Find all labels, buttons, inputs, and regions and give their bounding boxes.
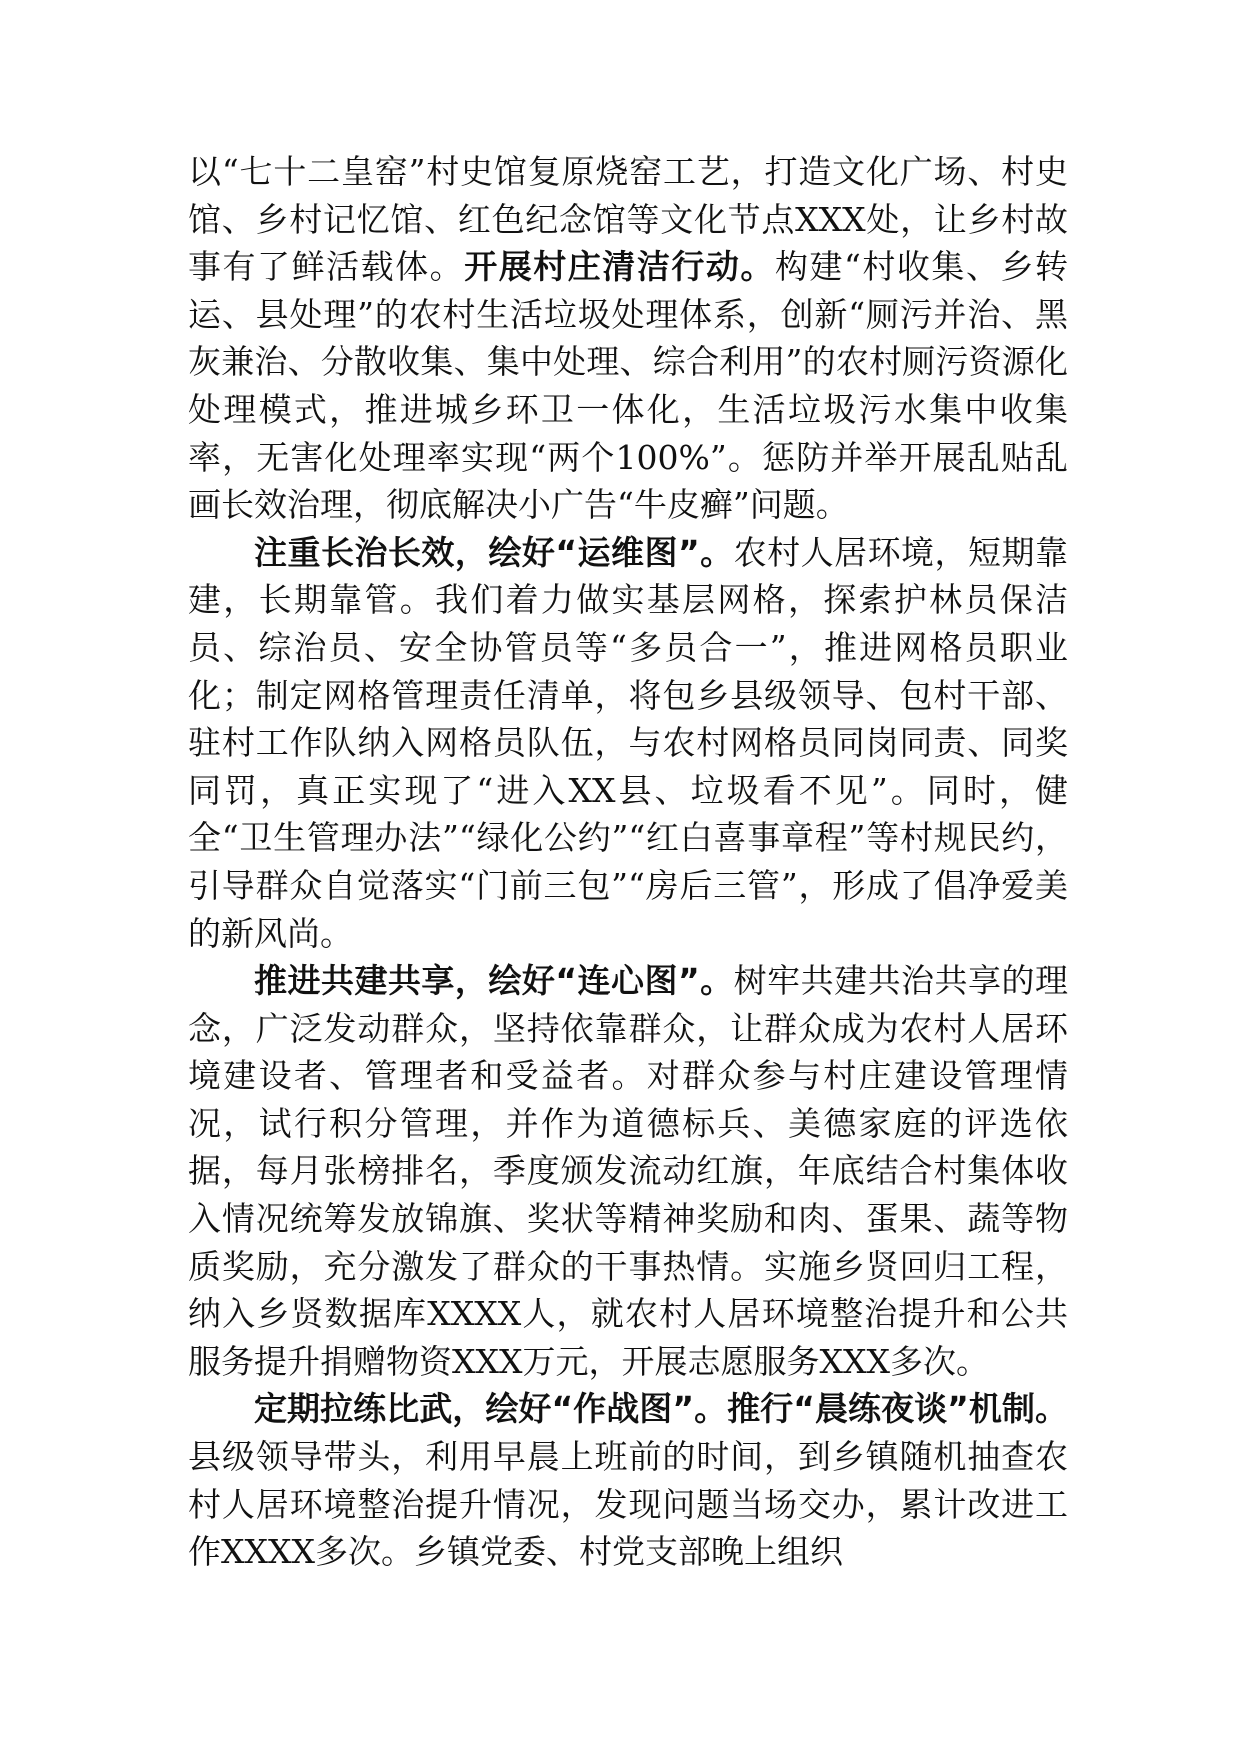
paragraph-1-heading-clean-action: 开展村庄清洁行动。 — [464, 247, 775, 287]
paragraph-4 — [188, 1385, 1068, 1575]
paragraph-1-run-3: 构建“村收集、乡转运、县处理”的农村生活垃圾处理体系，创新“厕污并治、黑灰兼治、分散收集、集中处理、综合利用”的农村厕污资源化处理模式，推进城乡环卫一体化，生活垃圾污水集中收集率，无害化处理率实现“两个100%”。惩防并举开展乱贴乱画长效治理，彻底解决小广告“牛皮癣”问题。 — [188, 247, 1069, 525]
paragraph-3 — [188, 957, 1068, 1385]
paragraph-2 — [188, 529, 1068, 957]
paragraph-4-body: 县级领导带头，利用早晨上班前的时间，到乡镇随机抽查农村人居环境整治提升情况，发现问题当场交办，累计改进工作XXXX多次。乡镇党委、村党支部晚上组织 — [188, 1437, 1068, 1572]
paragraph-1-run-1: 以“七十二皇窑”村史馆复原烧窑工艺，打造文化广场、村史馆、乡村记忆馆、红色纪念馆等文化节点XXX处，让乡村故事有了鲜活载体。 — [188, 152, 1068, 287]
paragraph-3-body: 树牢共建共治共享的理念，广泛发动群众，坚持依靠群众，让群众成为农村人居环境建设者、管理者和受益者。对群众参与村庄建设管理情况，试行积分管理，并作为道德标兵、美德家庭的评选依据，每月张榜排名，季度颁发流动红旗，年底结合村集体收入情况统筹发放锦旗、奖状等精神奖励和肉、蛋果、蔬等物质奖励，充分激发了群众的干事热情。实施乡贤回归工程，纳入乡贤数据库XXXX人，就农村人居环境整治提升和公共服务提升捐赠物资XXX万元，开展志愿服务XXX多次。 — [188, 961, 1068, 1381]
document-body — [188, 148, 1068, 1576]
paragraph-2-heading: 注重长治长效，绘好“运维图”。 — [254, 532, 734, 572]
paragraph-4-heading: 定期拉练比武，绘好“作战图”。推行“晨练夜谈”机制。 — [254, 1389, 1068, 1429]
paragraph-1 — [188, 148, 1068, 529]
paragraph-2-body: 农村人居环境，短期靠建，长期靠管。我们着力做实基层网格，探索护林员保洁员、综治员、安全协管员等“多员合一”，推进网格员职业化；制定网格管理责任清单，将包乡县级领导、包村干部、驻村工作队纳入网格员队伍，与农村网格员同岗同责、同奖同罚，真正实现了“进入XX县、垃圾看不见”。同时，健全“卫生管理办法”“绿化公约”“红白喜事章程”等村规民约，引导群众自觉落实“门前三包”“房后三管”，形成了倡净爱美的新风尚。 — [188, 532, 1068, 953]
paragraph-3-heading: 推进共建共享，绘好“连心图”。 — [254, 961, 734, 1001]
